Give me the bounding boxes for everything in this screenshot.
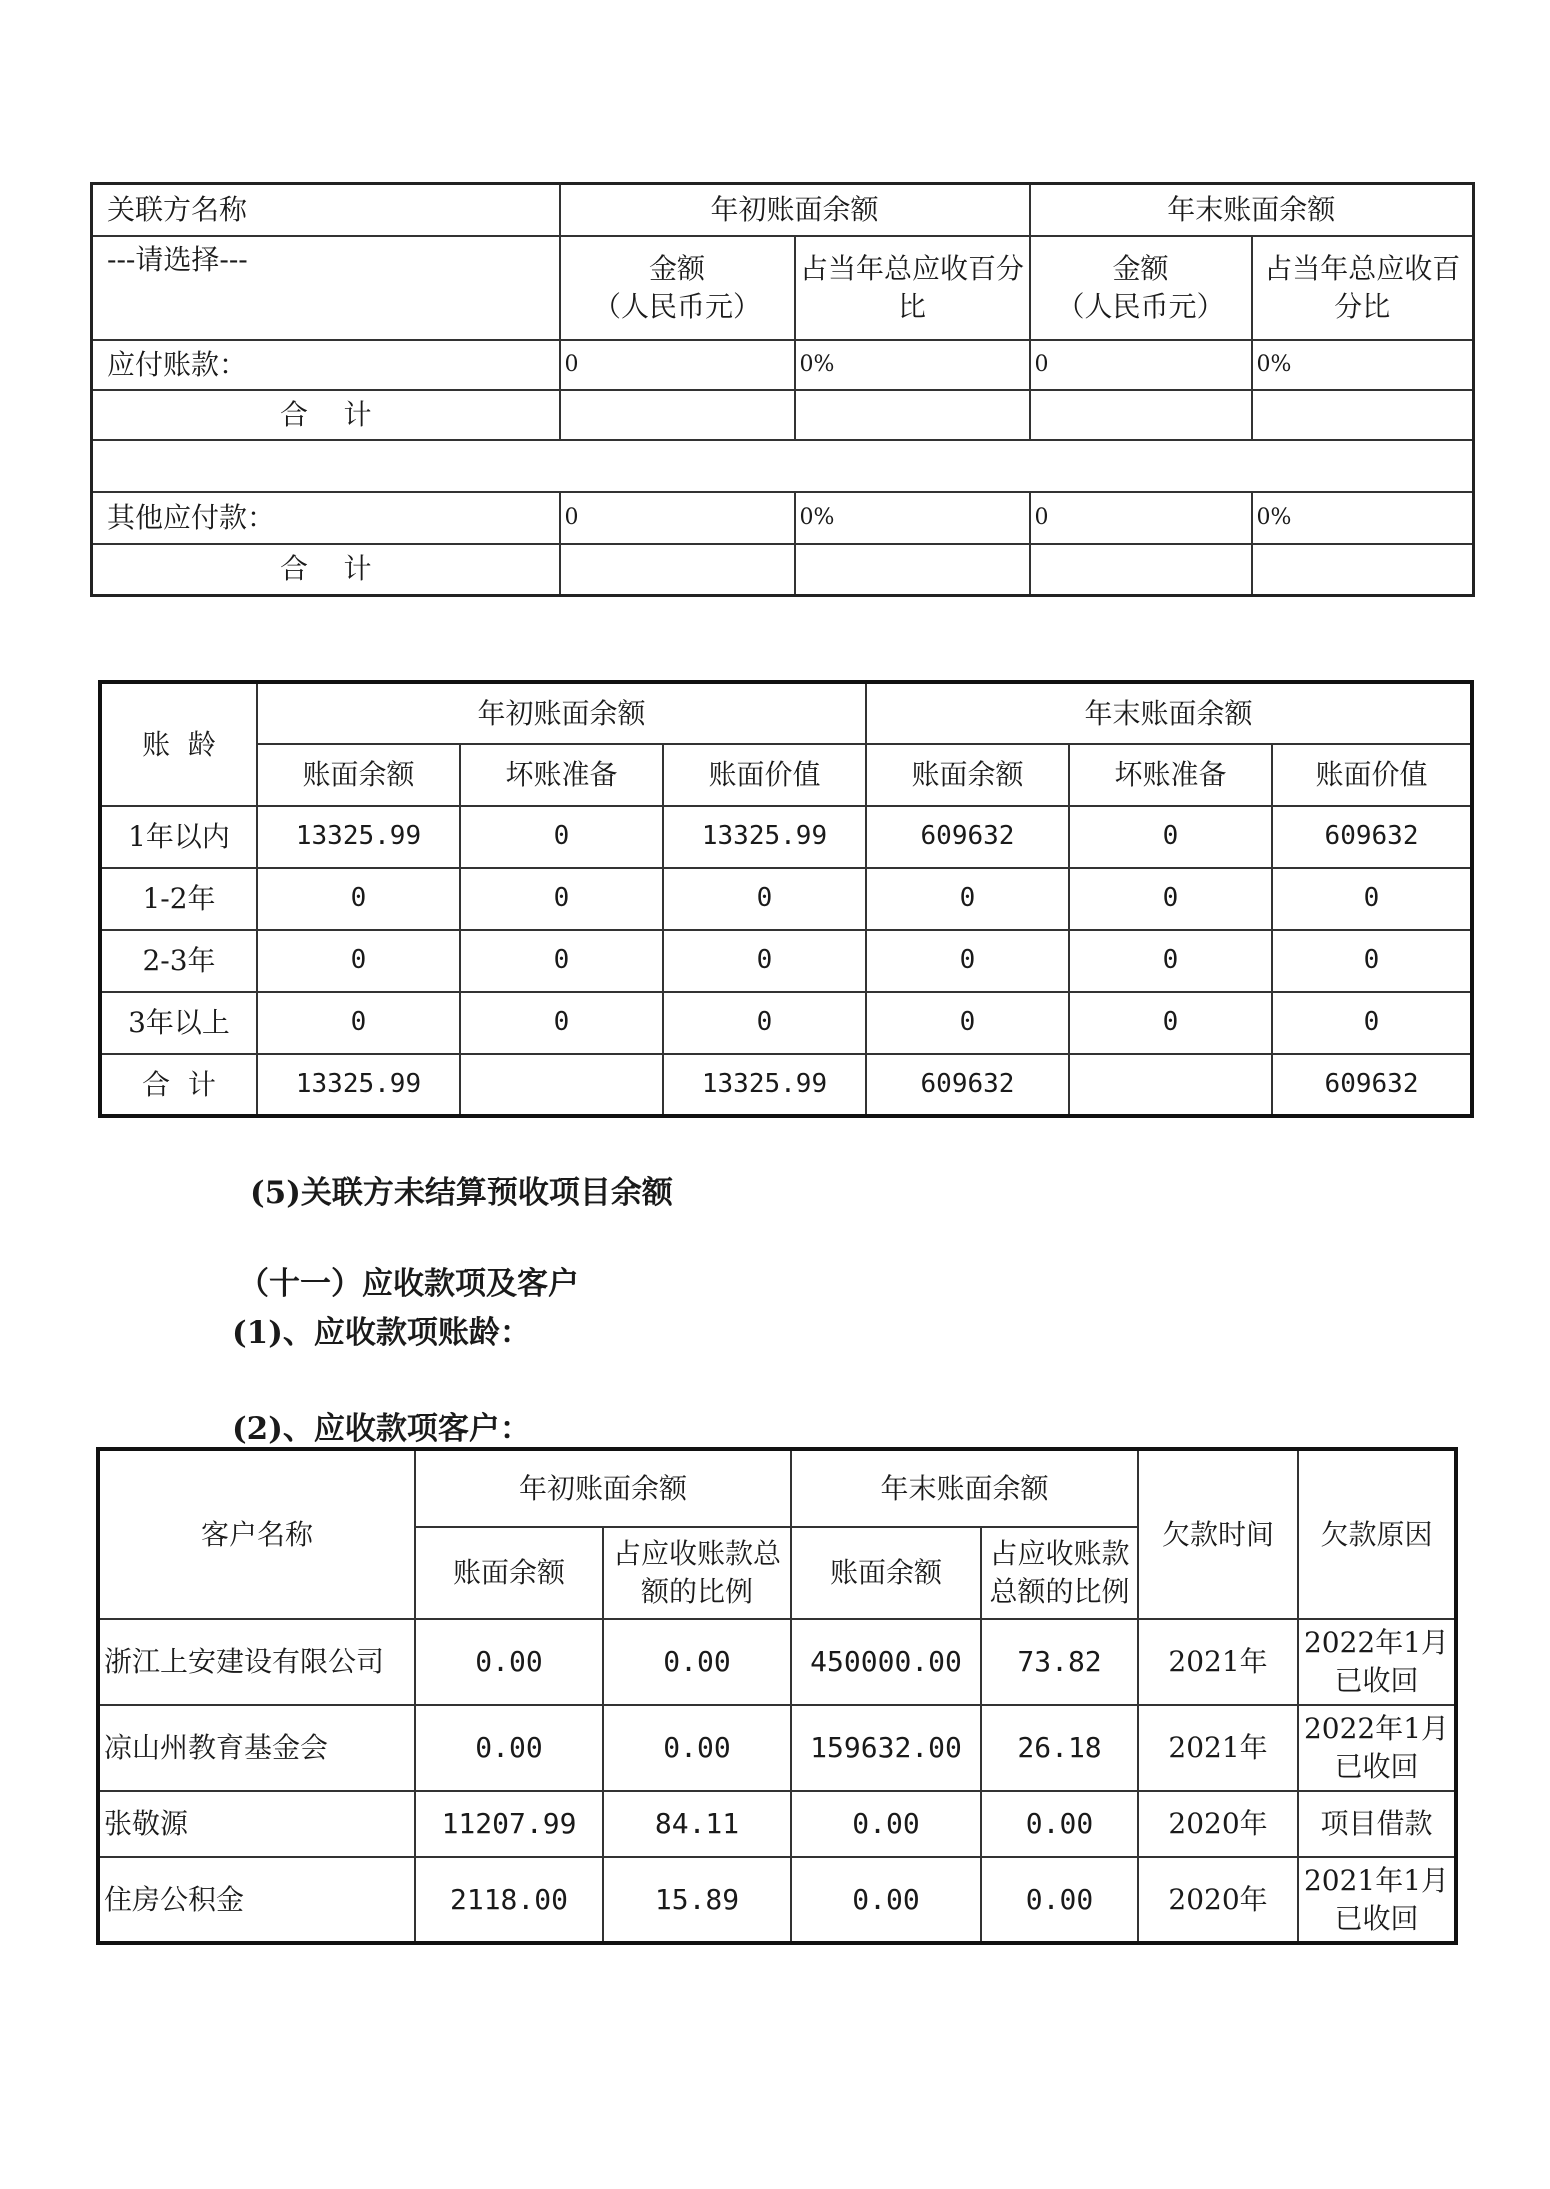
cell: 609632 <box>1272 806 1472 868</box>
other-payable-begin-amount: 0 <box>560 492 795 544</box>
ratio-header: 占当年总应收百分比 <box>1252 236 1474 340</box>
heading-11-1: (1)、应收款项账龄： <box>232 1315 531 1351</box>
cell <box>1069 1054 1272 1116</box>
cell: 0 <box>257 992 460 1054</box>
cell: 609632 <box>866 1054 1069 1116</box>
cell: 0 <box>1272 930 1472 992</box>
other-payable-begin-ratio: 0% <box>795 492 1030 544</box>
balance-header: 账面余额 <box>791 1527 981 1619</box>
cell: 0.00 <box>603 1705 791 1791</box>
payable-end-ratio: 0% <box>1252 340 1474 390</box>
cell: 0 <box>460 806 663 868</box>
cell: 11207.99 <box>415 1791 603 1857</box>
cell: 0 <box>663 930 866 992</box>
party-select[interactable]: ---请选择--- <box>92 236 560 340</box>
customer-name-header: 客户名称 <box>98 1449 415 1619</box>
row-label: 2-3年 <box>100 930 257 992</box>
payable-begin-amount: 0 <box>560 340 795 390</box>
row-label: 1年以内 <box>100 806 257 868</box>
cell: 609632 <box>866 806 1069 868</box>
amount-header: 金额 <box>1112 251 1169 285</box>
cell: 159632.00 <box>791 1705 981 1791</box>
col-header: 坏账准备 <box>1069 744 1272 806</box>
table-row <box>98 1619 1456 1705</box>
cell: 0 <box>1069 992 1272 1054</box>
ratio-header: 占应收账款总额的比例 <box>981 1527 1138 1619</box>
row-label: 3年以上 <box>100 992 257 1054</box>
related-party-table <box>90 182 1475 597</box>
heading-5: (5)关联方未结算预收项目余额 <box>250 1175 673 1211</box>
other-payable-label: 其他应付款： <box>92 492 560 544</box>
aging-col-header: 账 龄 <box>100 682 257 806</box>
cell: 0 <box>1069 930 1272 992</box>
owed-reason: 2021年1月已收回 <box>1298 1857 1456 1943</box>
owed-reason: 2022年1月已收回 <box>1298 1619 1456 1705</box>
customer-name: 张敬源 <box>98 1791 415 1857</box>
table-row <box>98 1857 1456 1943</box>
amount-unit: （人民币元） <box>1056 289 1225 323</box>
cell: 0 <box>1272 868 1472 930</box>
begin-balance-header: 年初账面余额 <box>560 184 1030 236</box>
cell: 0 <box>1272 992 1472 1054</box>
cell: 0 <box>1069 806 1272 868</box>
cell: 13325.99 <box>257 1054 460 1116</box>
cell: 13325.99 <box>663 806 866 868</box>
cell: 450000.00 <box>791 1619 981 1705</box>
heading-11-2: (2)、应收款项客户： <box>232 1411 531 1447</box>
cell: 0 <box>460 992 663 1054</box>
cell: 0.00 <box>791 1791 981 1857</box>
cell: 0 <box>460 868 663 930</box>
heading-11: （十一）应收款项及客户 <box>238 1266 579 1302</box>
col-header: 账面价值 <box>663 744 866 806</box>
cell: 13325.99 <box>663 1054 866 1116</box>
total-row <box>100 1054 1472 1116</box>
table-row <box>100 806 1472 868</box>
table-row <box>100 930 1472 992</box>
customer-table <box>96 1447 1458 1945</box>
customer-name: 浙江上安建设有限公司 <box>98 1619 415 1705</box>
cell: 0.00 <box>791 1857 981 1943</box>
end-balance-header: 年末账面余额 <box>1030 184 1474 236</box>
cell: 0 <box>460 930 663 992</box>
other-payable-end-amount: 0 <box>1030 492 1252 544</box>
cell: 84.11 <box>603 1791 791 1857</box>
payable-end-amount: 0 <box>1030 340 1252 390</box>
col-header: 坏账准备 <box>460 744 663 806</box>
aging-begin-header: 年初账面余额 <box>257 682 866 744</box>
ratio-header: 占当年总应收百分比 <box>795 236 1030 340</box>
cell: 26.18 <box>981 1705 1138 1791</box>
cell: 0 <box>257 868 460 930</box>
col-header: 账面余额 <box>866 744 1069 806</box>
cell: 0.00 <box>415 1619 603 1705</box>
balance-header: 账面余额 <box>415 1527 603 1619</box>
amount-unit: （人民币元） <box>592 289 761 323</box>
customer-name: 凉山州教育基金会 <box>98 1705 415 1791</box>
owed-reason-header: 欠款原因 <box>1298 1449 1456 1619</box>
amount-header: 金额 <box>648 251 705 285</box>
customer-name: 住房公积金 <box>98 1857 415 1943</box>
cell <box>460 1054 663 1116</box>
name-col-header: 关联方名称 <box>92 184 560 236</box>
cell: 0.00 <box>981 1791 1138 1857</box>
table-row <box>100 868 1472 930</box>
cell: 0.00 <box>981 1857 1138 1943</box>
cell: 0 <box>866 992 1069 1054</box>
owed-time-header: 欠款时间 <box>1138 1449 1298 1619</box>
cell: 0 <box>1069 868 1272 930</box>
other-payable-end-ratio: 0% <box>1252 492 1474 544</box>
table-row <box>100 992 1472 1054</box>
owed-reason: 2022年1月已收回 <box>1298 1705 1456 1791</box>
cell: 0 <box>663 992 866 1054</box>
table-row <box>98 1791 1456 1857</box>
payable-total-label: 合 计 <box>92 390 560 440</box>
aging-table <box>98 680 1474 1118</box>
payable-label: 应付账款： <box>92 340 560 390</box>
ratio-header: 占应收账款总额的比例 <box>603 1527 791 1619</box>
cell: 609632 <box>1272 1054 1472 1116</box>
spacer-row <box>92 440 1474 492</box>
owed-time: 2021年 <box>1138 1619 1298 1705</box>
cell: 0 <box>866 930 1069 992</box>
cell: 73.82 <box>981 1619 1138 1705</box>
owed-reason: 项目借款 <box>1298 1791 1456 1857</box>
owed-time: 2020年 <box>1138 1791 1298 1857</box>
aging-end-header: 年末账面余额 <box>866 682 1472 744</box>
customer-begin-header: 年初账面余额 <box>415 1449 791 1527</box>
row-label: 合 计 <box>100 1054 257 1116</box>
owed-time: 2021年 <box>1138 1705 1298 1791</box>
cell: 2118.00 <box>415 1857 603 1943</box>
row-label: 1-2年 <box>100 868 257 930</box>
table-row <box>98 1705 1456 1791</box>
cell: 0.00 <box>415 1705 603 1791</box>
customer-end-header: 年末账面余额 <box>791 1449 1138 1527</box>
cell: 0.00 <box>603 1619 791 1705</box>
cell: 13325.99 <box>257 806 460 868</box>
cell: 0 <box>663 868 866 930</box>
payable-begin-ratio: 0% <box>795 340 1030 390</box>
other-payable-total-label: 合 计 <box>92 544 560 596</box>
owed-time: 2020年 <box>1138 1857 1298 1943</box>
cell: 0 <box>866 868 1069 930</box>
col-header: 账面余额 <box>257 744 460 806</box>
cell: 15.89 <box>603 1857 791 1943</box>
col-header: 账面价值 <box>1272 744 1472 806</box>
cell: 0 <box>257 930 460 992</box>
